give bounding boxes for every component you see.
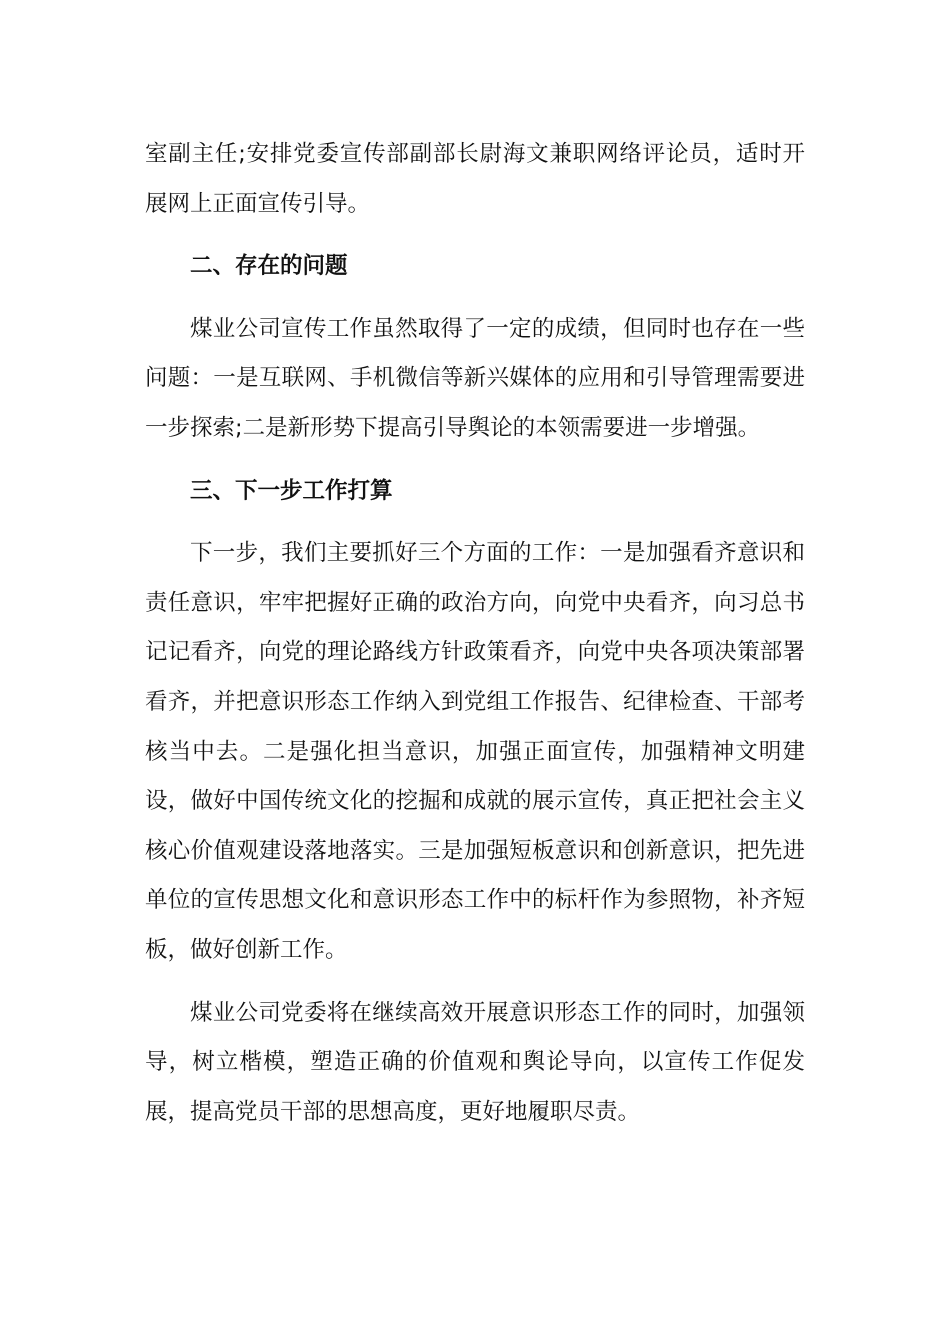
section-2-paragraph: 煤业公司宣传工作虽然取得了一定的成绩，但同时也存在一些问题：一是互联网、手机微信等新兴媒体的应用和引导管理需要进一步探索;二是新形势下提高引导舆论的本领需要进一步增强。 [145,315,805,441]
document-page [145,130,805,1137]
section-3-heading: 三、下一步工作打算 [190,477,393,504]
section-3-paragraph-2: 煤业公司党委将在继续高效开展意识形态工作的同时，加强领导，树立楷模，塑造正确的价值观和舆论导向，以宣传工作促发展，提高党员干部的思想高度，更好地履职尽责。 [145,999,805,1125]
section-3-paragraph-1: 下一步，我们主要抓好三个方面的工作：一是加强看齐意识和责任意识，牢牢把握好正确的政治方向，向党中央看齐，向习总书记记看齐，向党的理论路线方针政策看齐，向党中央各项决策部署看齐，并把意识形态工作纳入到党组工作报告、纪律检查、干部考核当中去。二是强化担当意识，加强正面宣传，加强精神文明建设，做好中国传统文化的挖掘和成就的展示宣传，真正把社会主义核心价值观建设落地落实。三是加强短板意识和创新意识，把先进单位的宣传思想文化和意识形态工作中的标杆作为参照物，补齐短板，做好创新工作。 [145,540,805,963]
paragraph-gap [145,229,805,242]
section-2-heading: 二、存在的问题 [190,253,348,280]
paragraph-gap [145,292,805,305]
paragraph-gap [145,454,805,467]
paragraph-gap [145,516,805,529]
paragraph-gap [145,976,805,989]
intro-continuation-paragraph: 室副主任;安排党委宣传部副部长尉海文兼职网络评论员，适时开展网上正面宣传引导。 [145,141,805,217]
